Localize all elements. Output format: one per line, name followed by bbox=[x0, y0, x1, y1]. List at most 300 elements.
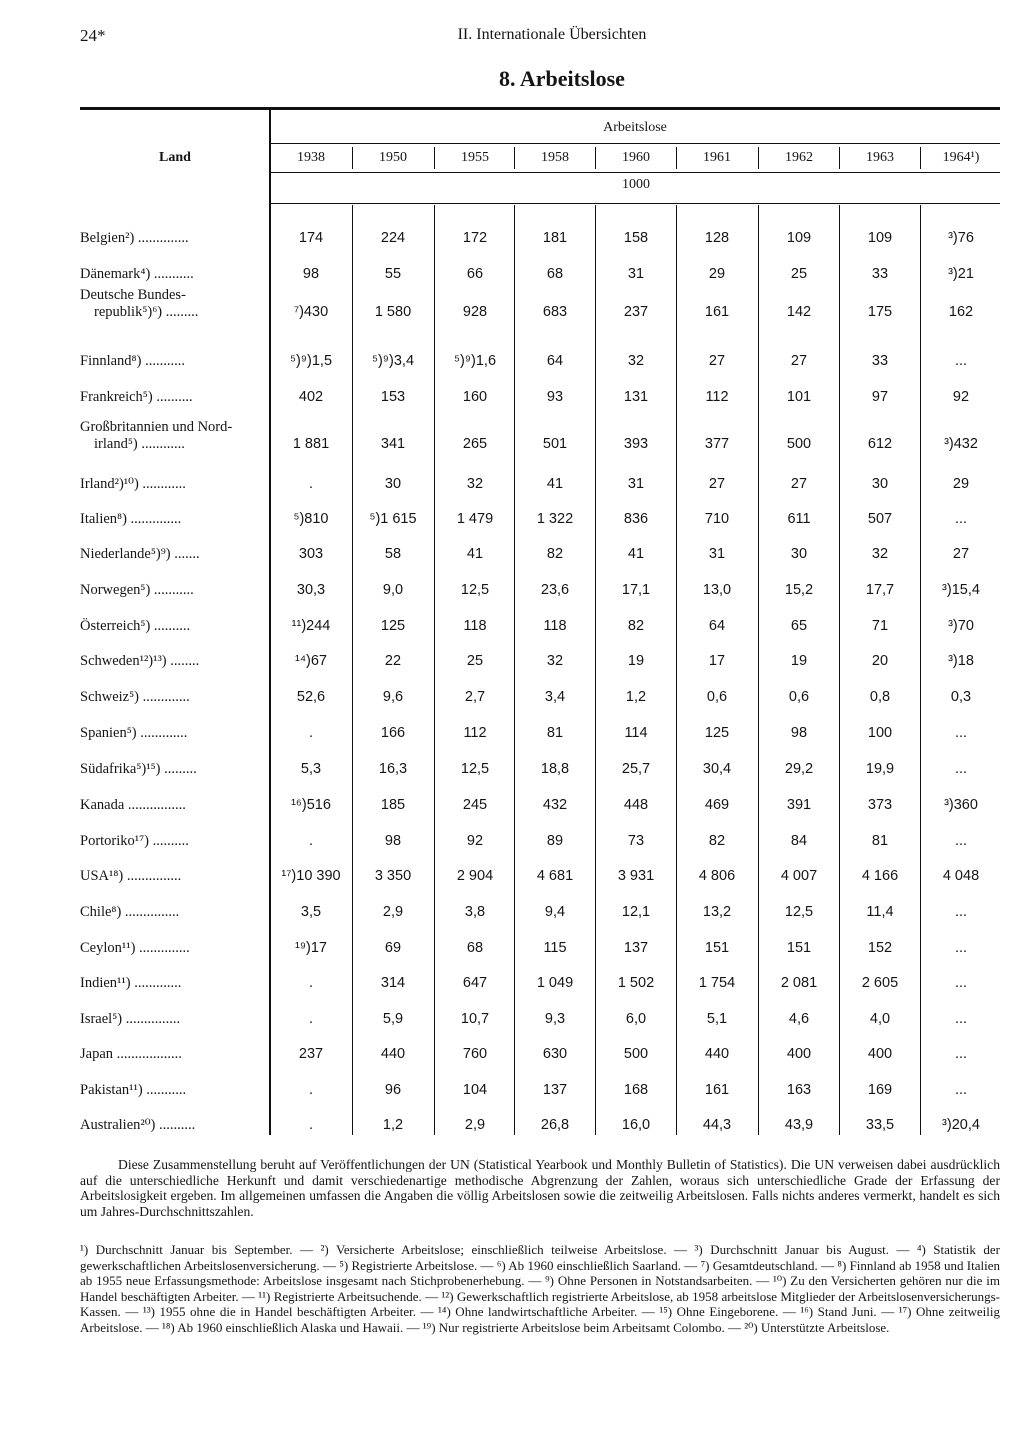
year-header: 1955 bbox=[461, 150, 489, 165]
table-cell: 160 bbox=[462, 389, 488, 405]
country-name: Südafrika⁵)¹⁵) ......... bbox=[80, 761, 197, 777]
year-header: 1958 bbox=[541, 150, 569, 165]
table-cell: ¹⁷)10 390 bbox=[281, 868, 341, 884]
table-cell: 112 bbox=[705, 389, 729, 405]
table-cell: ... bbox=[954, 1011, 968, 1027]
table-cell: 65 bbox=[790, 618, 808, 634]
table-cell: 12,5 bbox=[460, 761, 490, 777]
header-column-line bbox=[839, 147, 840, 169]
table-cell: 43,9 bbox=[784, 1117, 814, 1133]
table-cell: 1 502 bbox=[617, 975, 655, 991]
top-rule bbox=[80, 107, 1000, 110]
table-cell: 237 bbox=[298, 1046, 324, 1062]
table-cell: ³)360 bbox=[944, 797, 978, 813]
table-cell: 89 bbox=[546, 833, 564, 849]
table-cell: 44,3 bbox=[702, 1117, 732, 1133]
table-cell: 402 bbox=[298, 389, 324, 405]
table-cell: 25 bbox=[790, 266, 808, 282]
country-name: Dänemark⁴) ........... bbox=[80, 266, 194, 282]
table-cell: 168 bbox=[623, 1082, 649, 1098]
table-cell: 115 bbox=[543, 940, 567, 956]
table-cell: ... bbox=[954, 975, 968, 991]
table-cell: 393 bbox=[623, 436, 649, 452]
table-cell: 30 bbox=[790, 546, 808, 562]
country-name: Großbritannien und Nord- bbox=[80, 419, 233, 435]
table-cell: 29,2 bbox=[784, 761, 814, 777]
table-cell: 84 bbox=[790, 833, 808, 849]
table-cell: 128 bbox=[704, 230, 730, 246]
year-header: 1964¹) bbox=[942, 150, 980, 165]
group-header: Arbeitslose bbox=[603, 120, 667, 135]
table-cell: ... bbox=[954, 1046, 968, 1062]
table-cell: 32 bbox=[871, 546, 889, 562]
header-rule-1 bbox=[270, 143, 1000, 144]
header-column-line bbox=[920, 147, 921, 169]
table-cell: 5,1 bbox=[706, 1011, 728, 1027]
table-cell: 500 bbox=[786, 436, 812, 452]
table-cell: 26,8 bbox=[540, 1117, 570, 1133]
table-cell: 710 bbox=[704, 511, 730, 527]
country-name: Italien⁸) .............. bbox=[80, 511, 182, 527]
table-cell: ... bbox=[954, 761, 968, 777]
country-name: Spanien⁵) ............. bbox=[80, 725, 188, 741]
footnotes: ¹) Durchschnitt Januar bis September. — ²) Versicherte Arbeitslose; einschließlich teilweise Arbeitslose. — ³) Durchschnitt Januar bis August. — ⁴) Statistik der gewerkschaftlichen Arbeitslosenversicherung. — ⁵) Registrierte Arbeitslose. — ⁶) Ab 1960 einschließlich Saarland. — ⁷) Gesamtdeutschland. — ⁸) Finnland ab 1958 und Italien ab 1955 neue Erfassungsmethode: Arbeitslose insgesamt nach Stichprobenerhebung. — ⁹) Ohne Personen in Notstandsarbeiten. — ¹⁰) Zu den Versicherten gehören nur die im Handel beschäftigten Arbeiter. — ¹¹) Registrierte Arbeitsuchende. — ¹²) Gewerkschaftlich registrierte Arbeitslose, ab 1958 arbeitslose Mitglieder der Arbeitslosenversicherungs-Kassen. — ¹³) 1955 ohne die in Handel beschäftigten Arbeiter. — ¹⁴) Ohne landwirtschaftliche Arbeiter. — ¹⁵) Ohne Eingeborene. — ¹⁶) Stand Juni. — ¹⁷) Ohne zeitweilig Arbeitslose. — ¹⁸) Ab 1960 einschließlich Alaska und Hawaii. — ¹⁹) Nur registrierte Arbeitslose beim Arbeitsamt Colombo. — ²⁰) Unterstützte Arbeitslose. bbox=[80, 1242, 1000, 1335]
table-cell: ⁵)⁹)1,5 bbox=[289, 353, 333, 369]
table-cell: 161 bbox=[704, 304, 730, 320]
table-cell: 27 bbox=[952, 546, 970, 562]
table-cell: 32 bbox=[546, 653, 564, 669]
country-label bbox=[80, 1011, 262, 1028]
table-cell: 125 bbox=[380, 618, 406, 634]
country-label bbox=[80, 546, 262, 563]
table-cell: 0,6 bbox=[788, 689, 810, 705]
country-name: USA¹⁸) ............... bbox=[80, 868, 182, 884]
table-cell: 5,9 bbox=[382, 1011, 404, 1027]
table-cell: 12,5 bbox=[784, 904, 814, 920]
stub-divider bbox=[269, 108, 271, 1135]
table-cell: 30 bbox=[384, 476, 402, 492]
table-cell: ... bbox=[954, 1082, 968, 1098]
country-name: Australien²⁰) .......... bbox=[80, 1117, 196, 1133]
table-cell: 166 bbox=[380, 725, 406, 741]
header-column-line bbox=[514, 147, 515, 169]
table-cell: 0,6 bbox=[706, 689, 728, 705]
table-cell: 30 bbox=[871, 476, 889, 492]
country-name: Kanada ................ bbox=[80, 797, 186, 813]
country-label bbox=[80, 476, 262, 493]
table-cell: 1 322 bbox=[536, 511, 574, 527]
table-cell: 114 bbox=[624, 725, 648, 741]
country-name: Norwegen⁵) ........... bbox=[80, 582, 194, 598]
table-cell: 3,5 bbox=[300, 904, 322, 920]
table-cell: 448 bbox=[623, 797, 649, 813]
table-cell: 11,4 bbox=[866, 904, 894, 920]
body-column-line bbox=[758, 205, 759, 1135]
table-cell: 33 bbox=[871, 266, 889, 282]
table-cell: 314 bbox=[380, 975, 406, 991]
table-cell: 4 166 bbox=[861, 868, 899, 884]
country-name: Indien¹¹) ............. bbox=[80, 975, 182, 991]
table-cell: 68 bbox=[466, 940, 484, 956]
table-cell: 3,4 bbox=[544, 689, 566, 705]
table-cell: 3 350 bbox=[374, 868, 412, 884]
country-label bbox=[80, 653, 262, 670]
table-cell: 237 bbox=[623, 304, 649, 320]
table-cell: . bbox=[308, 476, 314, 492]
table-cell: ³)15,4 bbox=[942, 582, 980, 598]
country-label bbox=[80, 618, 262, 635]
table-cell: 97 bbox=[871, 389, 889, 405]
table-cell: 19 bbox=[790, 653, 808, 669]
country-name: Niederlande⁵)⁹) ....... bbox=[80, 546, 200, 562]
explanatory-note: Diese Zusammenstellung beruht auf Veröffentlichungen der UN (Statistical Yearbook und Monthly Bulletin of Statistics). Die UN verweisen dabei ausdrücklich auf die unterschiedliche Herkunft und damit verschiedenartige methodische Abgrenzung der Zahlen, woraus sich unterschiedliche Grade der Erfassung der Arbeitslosigkeit ergeben. Im allgemeinen umfassen die Angaben die völlig Arbeitslosen sowie die zeitweilig Arbeitslosen. Falls nichts anderes vermerkt, handelt es sich um Jahres-Durchschnittszahlen. bbox=[80, 1157, 1000, 1219]
table-cell: 27 bbox=[790, 353, 808, 369]
table-cell: 22 bbox=[384, 653, 402, 669]
year-header: 1961 bbox=[703, 150, 731, 165]
table-cell: 137 bbox=[623, 940, 649, 956]
table-cell: 52,6 bbox=[296, 689, 326, 705]
table-cell: 4 048 bbox=[942, 868, 980, 884]
table-cell: 112 bbox=[463, 725, 487, 741]
country-name: Finnland⁸) ........... bbox=[80, 353, 185, 369]
table-cell: . bbox=[308, 725, 314, 741]
table-cell: ... bbox=[954, 940, 968, 956]
table-cell: 4 806 bbox=[698, 868, 736, 884]
country-name: Schweiz⁵) ............. bbox=[80, 689, 190, 705]
table-cell: ³)70 bbox=[948, 618, 974, 634]
table-cell: 41 bbox=[466, 546, 484, 562]
table-cell: 25 bbox=[466, 653, 484, 669]
table-cell: 185 bbox=[380, 797, 406, 813]
table-cell: 68 bbox=[546, 266, 564, 282]
country-label bbox=[80, 940, 262, 957]
table-cell: 15,2 bbox=[784, 582, 814, 598]
country-label bbox=[80, 419, 262, 453]
table-cell: 172 bbox=[462, 230, 488, 246]
table-cell: 265 bbox=[462, 436, 488, 452]
table-cell: 2,7 bbox=[464, 689, 486, 705]
country-label bbox=[80, 511, 262, 528]
table-cell: . bbox=[308, 833, 314, 849]
country-label bbox=[80, 353, 262, 370]
table-cell: ³)20,4 bbox=[942, 1117, 980, 1133]
table-cell: 341 bbox=[380, 436, 406, 452]
country-label bbox=[80, 1082, 262, 1099]
table-cell: ⁵)1 615 bbox=[369, 511, 417, 527]
table-cell: 9,0 bbox=[382, 582, 404, 598]
table-cell: ¹⁶)516 bbox=[291, 797, 331, 813]
country-name: Frankreich⁵) .......... bbox=[80, 389, 193, 405]
table-cell: 16,3 bbox=[378, 761, 408, 777]
table-cell: 18,8 bbox=[540, 761, 570, 777]
table-cell: 92 bbox=[952, 389, 970, 405]
year-header: 1962 bbox=[785, 150, 813, 165]
table-cell: 4,6 bbox=[788, 1011, 810, 1027]
country-name-continued: irland⁵) ............ bbox=[94, 436, 185, 452]
table-cell: ³)18 bbox=[948, 653, 974, 669]
header-column-line bbox=[595, 147, 596, 169]
header-column-line bbox=[676, 147, 677, 169]
table-cell: 2,9 bbox=[382, 904, 404, 920]
table-cell: ... bbox=[954, 725, 968, 741]
table-cell: 391 bbox=[786, 797, 812, 813]
table-cell: 2 081 bbox=[780, 975, 818, 991]
table-cell: 647 bbox=[462, 975, 488, 991]
table-cell: 82 bbox=[627, 618, 645, 634]
country-label bbox=[80, 797, 262, 814]
header-rule-2 bbox=[270, 172, 1000, 173]
table-cell: 81 bbox=[546, 725, 564, 741]
country-label bbox=[80, 904, 262, 921]
table-cell: 30,4 bbox=[702, 761, 732, 777]
table-cell: ⁵)⁹)3,4 bbox=[371, 353, 415, 369]
table-cell: 1,2 bbox=[625, 689, 647, 705]
table-cell: ³)21 bbox=[948, 266, 974, 282]
table-cell: 25,7 bbox=[621, 761, 651, 777]
table-cell: 118 bbox=[463, 618, 487, 634]
year-header: 1938 bbox=[297, 150, 325, 165]
table-cell: 10,7 bbox=[460, 1011, 490, 1027]
table-cell: 104 bbox=[462, 1082, 488, 1098]
table-cell: 92 bbox=[466, 833, 484, 849]
table-cell: 20 bbox=[871, 653, 889, 669]
table-cell: 137 bbox=[542, 1082, 568, 1098]
country-label bbox=[80, 266, 262, 283]
table-cell: ⁵)⁹)1,6 bbox=[453, 353, 497, 369]
table-cell: 1,2 bbox=[382, 1117, 404, 1133]
table-cell: 31 bbox=[627, 266, 645, 282]
table-cell: 41 bbox=[627, 546, 645, 562]
table-cell: 71 bbox=[871, 618, 889, 634]
body-column-line bbox=[839, 205, 840, 1135]
country-name: Schweden¹²)¹³) ........ bbox=[80, 653, 200, 669]
body-column-line bbox=[434, 205, 435, 1135]
table-cell: 19 bbox=[627, 653, 645, 669]
table-cell: 131 bbox=[623, 389, 649, 405]
table-cell: 1 754 bbox=[698, 975, 736, 991]
country-label bbox=[80, 725, 262, 742]
table-cell: 928 bbox=[462, 304, 488, 320]
table-cell: ... bbox=[954, 353, 968, 369]
table-cell: 630 bbox=[542, 1046, 568, 1062]
country-name: Pakistan¹¹) ........... bbox=[80, 1082, 187, 1098]
table-cell: 377 bbox=[704, 436, 730, 452]
country-label bbox=[80, 1046, 262, 1063]
country-label bbox=[80, 1117, 262, 1134]
table-cell: 181 bbox=[542, 230, 568, 246]
table-cell: 142 bbox=[786, 304, 812, 320]
table-cell: 31 bbox=[627, 476, 645, 492]
table-cell: 507 bbox=[867, 511, 893, 527]
country-name: Österreich⁵) .......... bbox=[80, 618, 191, 634]
table-cell: 158 bbox=[623, 230, 649, 246]
table-cell: 151 bbox=[704, 940, 730, 956]
country-label bbox=[80, 761, 262, 778]
table-cell: 17,1 bbox=[621, 582, 651, 598]
table-cell: 153 bbox=[380, 389, 406, 405]
header-column-line bbox=[434, 147, 435, 169]
table-cell: 96 bbox=[384, 1082, 402, 1098]
table-cell: 125 bbox=[704, 725, 730, 741]
year-header: 1960 bbox=[622, 150, 650, 165]
table-cell: ¹⁹)17 bbox=[295, 940, 327, 956]
table-cell: 162 bbox=[948, 304, 974, 320]
table-cell: 9,4 bbox=[544, 904, 566, 920]
table-cell: 27 bbox=[790, 476, 808, 492]
land-header: Land bbox=[159, 150, 191, 165]
table-cell: 66 bbox=[466, 266, 484, 282]
year-header: 1963 bbox=[866, 150, 894, 165]
body-column-line bbox=[352, 205, 353, 1135]
table-cell: 1 479 bbox=[456, 511, 494, 527]
table-cell: ... bbox=[954, 833, 968, 849]
table-cell: 440 bbox=[704, 1046, 730, 1062]
table-cell: 2,9 bbox=[464, 1117, 486, 1133]
table-cell: ... bbox=[954, 904, 968, 920]
table-cell: 13,0 bbox=[702, 582, 732, 598]
country-name: Deutsche Bundes- bbox=[80, 287, 186, 303]
country-name: Portoriko¹⁷) .......... bbox=[80, 833, 189, 849]
table-cell: 1 881 bbox=[292, 436, 330, 452]
table-cell: 82 bbox=[546, 546, 564, 562]
table-cell: . bbox=[308, 975, 314, 991]
table-cell: ¹¹)244 bbox=[291, 618, 331, 634]
table-cell: 163 bbox=[786, 1082, 812, 1098]
table-cell: 303 bbox=[298, 546, 324, 562]
running-head: II. Internationale Übersichten bbox=[457, 26, 647, 43]
table-cell: 12,1 bbox=[621, 904, 651, 920]
unit-header: 1000 bbox=[622, 177, 650, 192]
table-cell: 19,9 bbox=[865, 761, 895, 777]
country-name: Japan .................. bbox=[80, 1046, 182, 1062]
body-column-line bbox=[514, 205, 515, 1135]
country-label bbox=[80, 287, 262, 321]
table-cell: 4,0 bbox=[869, 1011, 891, 1027]
body-column-line bbox=[920, 205, 921, 1135]
table-cell: ¹⁴)67 bbox=[294, 653, 328, 669]
table-cell: . bbox=[308, 1011, 314, 1027]
body-column-line bbox=[595, 205, 596, 1135]
table-cell: 224 bbox=[380, 230, 406, 246]
table-cell: . bbox=[308, 1082, 314, 1098]
table-cell: 611 bbox=[787, 511, 811, 527]
table-cell: 836 bbox=[623, 511, 649, 527]
country-name: Ceylon¹¹) .............. bbox=[80, 940, 190, 956]
table-cell: 33,5 bbox=[865, 1117, 895, 1133]
table-cell: 440 bbox=[380, 1046, 406, 1062]
table-cell: 64 bbox=[546, 353, 564, 369]
table-cell: 1 049 bbox=[536, 975, 574, 991]
table-cell: ⁵)810 bbox=[293, 511, 329, 527]
table-cell: 41 bbox=[546, 476, 564, 492]
table-cell: 29 bbox=[952, 476, 970, 492]
table-cell: 82 bbox=[708, 833, 726, 849]
table-cell: 32 bbox=[627, 353, 645, 369]
country-label bbox=[80, 689, 262, 706]
table-cell: 1 580 bbox=[374, 304, 412, 320]
table-cell: 5,3 bbox=[300, 761, 322, 777]
table-cell: 3 931 bbox=[617, 868, 655, 884]
country-label bbox=[80, 868, 262, 885]
table-cell: 33 bbox=[871, 353, 889, 369]
country-label bbox=[80, 833, 262, 850]
country-name: Chile⁸) ............... bbox=[80, 904, 180, 920]
table-cell: 27 bbox=[708, 353, 726, 369]
table-cell: 9,3 bbox=[544, 1011, 566, 1027]
body-column-line bbox=[676, 205, 677, 1135]
table-cell: 6,0 bbox=[625, 1011, 647, 1027]
page-number: 24* bbox=[80, 26, 106, 45]
table-cell: 175 bbox=[867, 304, 893, 320]
header-column-line bbox=[352, 147, 353, 169]
table-cell: 23,6 bbox=[540, 582, 570, 598]
table-cell: 29 bbox=[708, 266, 726, 282]
table-cell: 13,2 bbox=[702, 904, 732, 920]
country-label bbox=[80, 389, 262, 406]
country-name: Israel⁵) ............... bbox=[80, 1011, 181, 1027]
table-cell: 400 bbox=[786, 1046, 812, 1062]
table-cell: 81 bbox=[871, 833, 889, 849]
table-cell: 0,8 bbox=[869, 689, 891, 705]
table-cell: 69 bbox=[384, 940, 402, 956]
table-cell: 500 bbox=[623, 1046, 649, 1062]
table-cell: 17,7 bbox=[865, 582, 895, 598]
table-cell: 98 bbox=[302, 266, 320, 282]
country-name: Irland²)¹⁰) ............ bbox=[80, 476, 186, 492]
table-cell: 58 bbox=[384, 546, 402, 562]
table-cell: 2 605 bbox=[861, 975, 899, 991]
table-cell: ³)76 bbox=[948, 230, 974, 246]
table-cell: 174 bbox=[298, 230, 324, 246]
table-cell: 55 bbox=[384, 266, 402, 282]
table-cell: 16,0 bbox=[621, 1117, 651, 1133]
country-name-continued: republik⁵)⁶) ......... bbox=[94, 304, 199, 320]
table-cell: 98 bbox=[384, 833, 402, 849]
table-cell: ⁷)430 bbox=[293, 304, 329, 320]
year-header: 1950 bbox=[379, 150, 407, 165]
table-cell: 0,3 bbox=[950, 689, 972, 705]
table-cell: 169 bbox=[867, 1082, 893, 1098]
country-name: Belgien²) .............. bbox=[80, 230, 189, 246]
table-cell: 683 bbox=[542, 304, 568, 320]
table-cell: . bbox=[308, 1117, 314, 1133]
table-cell: 2 904 bbox=[456, 868, 494, 884]
table-cell: 469 bbox=[704, 797, 730, 813]
table-cell: 98 bbox=[790, 725, 808, 741]
table-cell: 400 bbox=[867, 1046, 893, 1062]
header-rule-3 bbox=[270, 203, 1000, 204]
table-cell: 501 bbox=[542, 436, 568, 452]
table-cell: 109 bbox=[786, 230, 812, 246]
country-label bbox=[80, 582, 262, 599]
table-cell: 93 bbox=[546, 389, 564, 405]
table-cell: 4 007 bbox=[780, 868, 818, 884]
table-cell: 17 bbox=[708, 653, 726, 669]
table-cell: 3,8 bbox=[464, 904, 486, 920]
country-label bbox=[80, 975, 262, 992]
table-cell: 118 bbox=[543, 618, 567, 634]
header-column-line bbox=[758, 147, 759, 169]
table-cell: 109 bbox=[867, 230, 893, 246]
country-label bbox=[80, 230, 262, 247]
table-cell: 612 bbox=[867, 436, 893, 452]
table-cell: 64 bbox=[708, 618, 726, 634]
table-cell: 152 bbox=[867, 940, 893, 956]
table-cell: 27 bbox=[708, 476, 726, 492]
table-cell: 30,3 bbox=[296, 582, 326, 598]
table-cell: 161 bbox=[704, 1082, 730, 1098]
table-cell: 9,6 bbox=[382, 689, 404, 705]
